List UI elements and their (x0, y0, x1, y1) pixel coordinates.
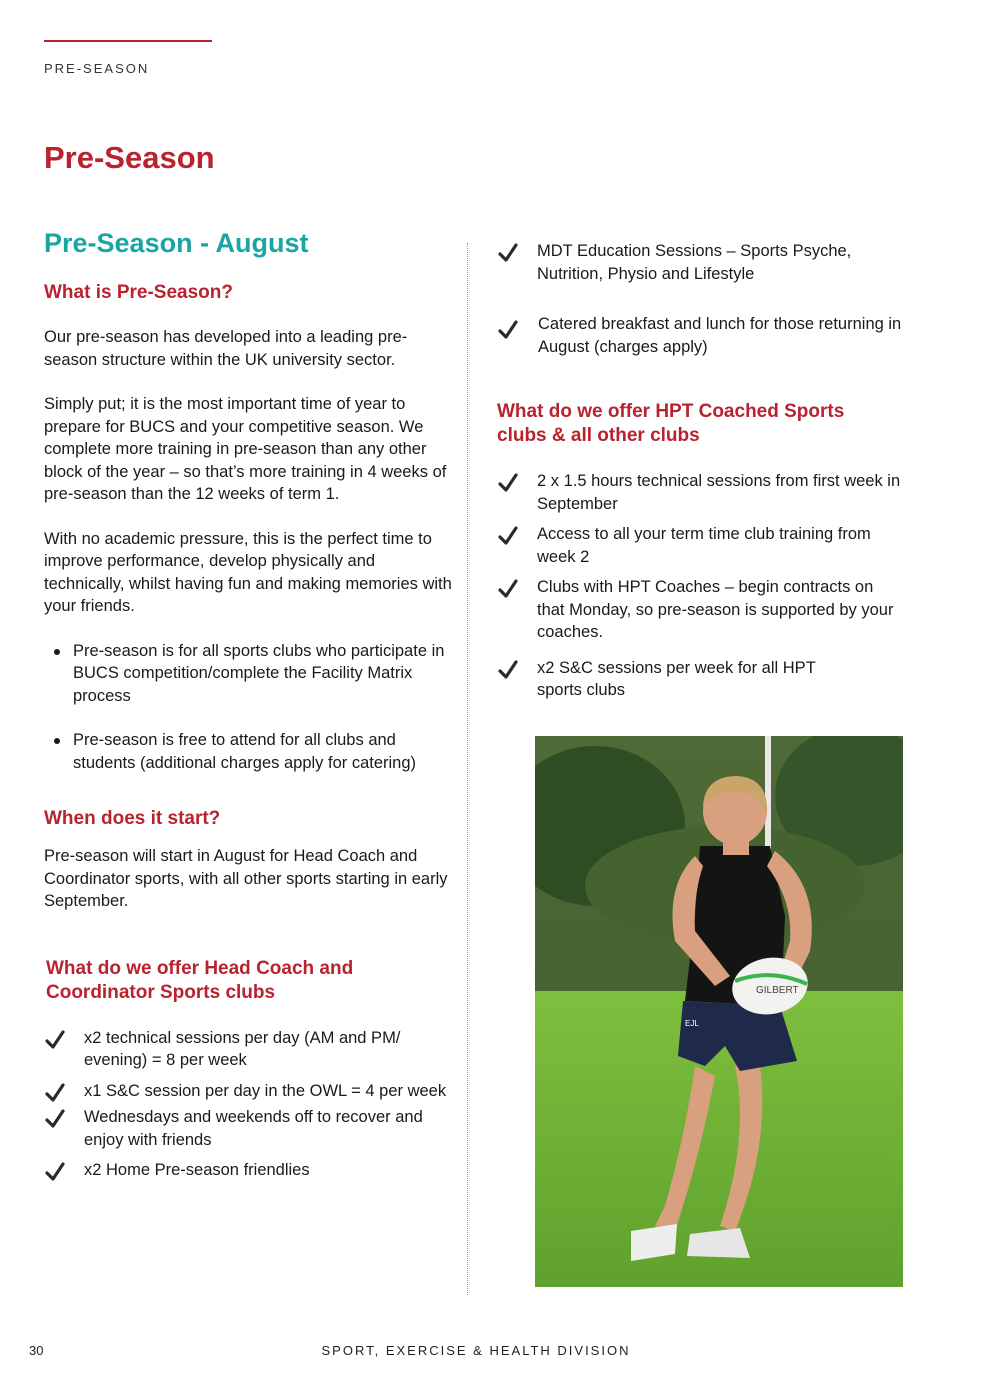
check-icon (44, 1082, 66, 1104)
intro-paragraph: Our pre-season has developed into a leading pre-season structure within the UK university sector. (44, 328, 408, 369)
left-column (44, 228, 454, 1182)
list-item: x1 S&C session per day in the OWL = 4 per week (44, 1080, 454, 1103)
list-item: Access to all your term time club training from week 2 (497, 523, 907, 568)
footer-division: SPORT, EXERCISE & HEALTH DIVISION (321, 1343, 631, 1358)
section-subtitle: Pre-Season - August (44, 228, 309, 258)
benefits-paragraph: With no academic pressure, this is the perfect time to improve performance, develop physically and technically, whilst having fun and making memories with your friends. (44, 529, 452, 615)
when-heading: When does it start? (44, 808, 221, 829)
rugby-player-photo (535, 736, 903, 1287)
what-is-heading: What is Pre-Season? (44, 282, 233, 303)
check-icon (44, 1029, 66, 1051)
list-item: 2 x 1.5 hours technical sessions from first week in September (497, 470, 907, 515)
top-offer-list (497, 240, 907, 358)
list-item: Pre-season is free to attend for all clubs and students (additional charges apply for catering) (44, 729, 454, 774)
list-item: MDT Education Sessions – Sports Psyche, Nutrition, Physio and Lifestyle (497, 240, 907, 285)
check-icon (497, 319, 519, 341)
page-number: 30 (29, 1343, 44, 1358)
shorts-logo: EJL (685, 1019, 699, 1028)
check-icon (497, 242, 519, 264)
list-item: x2 S&C sessions per week for all HPT sports clubs (497, 657, 847, 702)
hpt-offer-list (497, 470, 907, 702)
check-icon (44, 1108, 66, 1130)
head-coach-offer-list (44, 1027, 454, 1182)
head-coach-offer-heading: What do we offer Head Coach and Coordinator Sports clubs (46, 957, 354, 1003)
bullet-dot-icon (54, 649, 60, 655)
list-item: Pre-season is for all sports clubs who participate in BUCS competition/complete the Facility Matrix process (44, 640, 454, 708)
check-icon (497, 659, 519, 681)
list-item: Wednesdays and weekends off to recover and enjoy with friends (44, 1106, 454, 1151)
hpt-offer-heading: What do we offer HPT Coached Sports clubs & all other clubs (497, 401, 845, 446)
info-bullets (44, 640, 454, 775)
list-item: x2 technical sessions per day (AM and PM/ evening) = 8 per week (44, 1027, 454, 1072)
section-label: PRE-SEASON (44, 61, 150, 76)
check-icon (497, 578, 519, 600)
list-item: Catered breakfast and lunch for those returning in August (charges apply) (497, 313, 907, 358)
bullet-dot-icon (54, 738, 60, 744)
right-column (497, 240, 907, 702)
top-rule (44, 40, 212, 42)
page-title: Pre-Season (44, 140, 215, 175)
importance-paragraph: Simply put; it is the most important time of year to prepare for BUCS and your competitive season. We complete more training in pre-season than any other block of the year – so that’s more training in 4 weeks of pre-season than the 12 weeks of term 1. (44, 395, 447, 503)
list-item: Clubs with HPT Coaches – begin contracts on that Monday, so pre-season is supported by your coaches. (497, 576, 897, 644)
when-paragraph: Pre-season will start in August for Head Coach and Coordinator sports, with all other sports starting in early September. (44, 847, 448, 910)
check-icon (497, 525, 519, 547)
check-icon (497, 472, 519, 494)
column-divider (467, 243, 468, 1295)
list-item: x2 Home Pre-season friendlies (44, 1159, 454, 1182)
ball-logo: GILBERT (756, 985, 799, 996)
check-icon (44, 1161, 66, 1183)
